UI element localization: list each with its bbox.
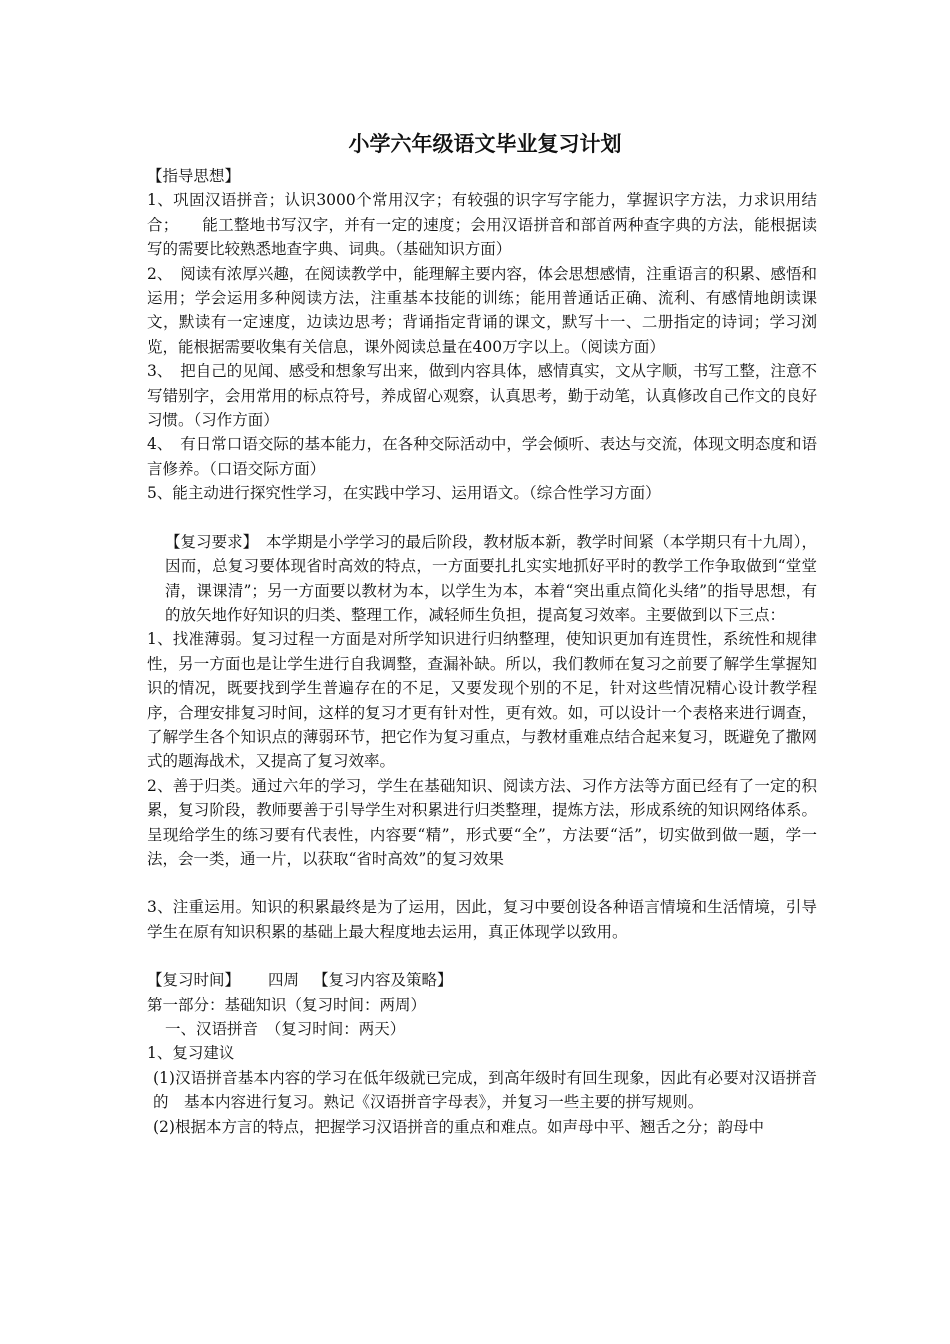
guide-heading: 【指导思想】 [147, 167, 241, 185]
review-intro: 本学期是小学学习的最后阶段，教材版本新，教学时间紧（本学期只有十九周），因而，总复习要体现省时高效的特点，一方面要扎扎实实地抓好平时的教学工作争取做到“堂堂清，课课清”；另一方面要以教材为本，以学生为本，本着“突出重点简化头绪”的指导思想，有的放矢地作好知识的归类、整理工作，减轻师生负担，提高复习效率。主要做到以下三点： [165, 532, 817, 624]
sub-1-item-1: (1)汉语拼音基本内容的学习在低年级就已完成，到高年级时有回生现象，因此有必要对汉语拼音的 基本内容进行复习。熟记《汉语拼音字母表》，并复习一些主要的拼写规则。 [153, 1068, 817, 1112]
review-point-3: 3、注重运用。知识的积累最终是为了运用，因此，复习中要创设各种语言情境和生活情境，引导学生在原有知识积累的基础上最大程度地去运用，真正体现学以致用。 [147, 898, 817, 941]
sub-1-heading: 1、复习建议 [147, 1044, 235, 1063]
review-paragraph [147, 530, 817, 628]
review-point-2: 2、善于归类。通过六年的学习，学生在基础知识、阅读方法、习作方法等方面已经有了一定的积累，复习阶段，教师要善于引导学生对积累进行归类整理，提炼方法，形成系统的知识网络体系。呈现给学生的练习要有代表性，内容要“精”，形式要“全”，方法要“活”，切实做到做一题，学一法，会一类，通一片，以获取“省时高效”的复习效果 [147, 776, 817, 868]
time-value: 四周 [268, 971, 300, 990]
guide-item-3: 3、 把自己的见闻、感受和想象写出来，做到内容具体，感情真实，文从字顺，书写工整，注意不写错别字，会用常用的标点符号，养成留心观察，认真思考，勤于动笔，认真修改自己作文的良好习惯。（习作方面） [147, 362, 817, 430]
spacer [147, 871, 817, 895]
document-title: 小学六年级语文毕业复习计划 [348, 131, 622, 156]
section-1-heading: 一、汉语拼音 （复习时间：两天） [165, 1020, 406, 1038]
sub-1-item-2: (2)根据本方言的特点，把握学习汉语拼音的重点和难点。如声母中平、翘舌之分；韵母中 [153, 1117, 764, 1136]
guide-item-2: 2、 阅读有浓厚兴趣，在阅读教学中，能理解主要内容，体会思想感情，注重语言的积累、感悟和运用；学会运用多种阅读方法，注重基本技能的训练；能用普通话正确、流利、有感情地朗读课文，默读有一定速度，边读边思考；背诵指定背诵的课文，默写十一、二册指定的诗词；学习浏览，能根据需要收集有关信息，课外阅读总量在400万字以上。（阅读方面） [147, 264, 817, 356]
guide-item-4: 4、 有日常口语交际的基本能力，在各种交际活动中，学会倾听、表达与交流，体现文明态度和语言修养。（口语交际方面） [147, 435, 817, 478]
document-body [147, 130, 817, 1139]
part-1-heading: 第一部分：基础知识（复习时间：两周） [147, 995, 427, 1014]
content-heading: 【复习内容及策略】 [313, 971, 453, 990]
review-heading: 【复习要求】 [165, 532, 251, 551]
guide-item-1: 1、巩固汉语拼音；认识3000个常用汉字；有较强的识字写字能力，掌握识字方法，力求识用结合； 能工整地书写汉字，并有一定的速度；会用汉语拼音和部首两种查字典的方法，能根据读写的需要比较熟悉地查字典、词典。（基础知识方面） [147, 191, 817, 259]
schedule-line [147, 968, 817, 992]
review-point-1: 1、找准薄弱。复习过程一方面是对所学知识进行归纳整理，使知识更加有连贯性，系统性和规律性，另一方面也是让学生进行自我调整，查漏补缺。所以，我们教师在复习之前要了解学生掌握知识的情况，既要找到学生普遍存在的不足，又要发现个别的不足，针对这些情况精心设计教学程序，合理安排复习时间，这样的复习才更有针对性，更有效。如，可以设计一个表格来进行调查，了解学生各个知识点的薄弱环节，把它作为复习重点，与教材重难点结合起来复习，既避免了撒网式的题海战术，又提高了复习效率。 [147, 630, 817, 771]
spacer [147, 506, 817, 530]
spacer [147, 944, 817, 968]
time-heading: 【复习时间】 [147, 971, 241, 990]
guide-item-5: 5、能主动进行探究性学习，在实践中学习、运用语文。（综合性学习方面） [147, 484, 661, 503]
